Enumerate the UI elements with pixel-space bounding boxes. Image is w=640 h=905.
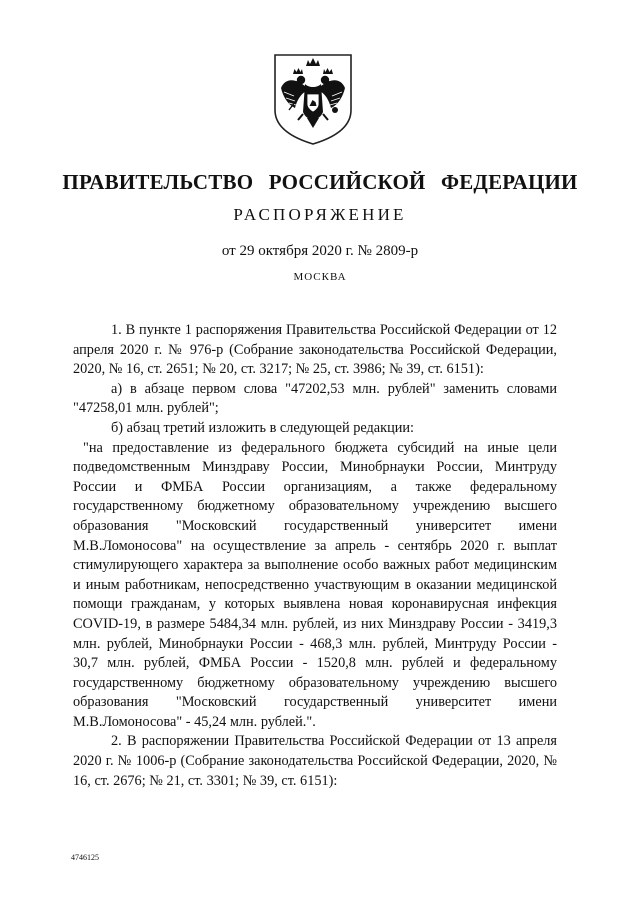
coat-of-arms-icon <box>271 52 355 146</box>
document-type: РАСПОРЯЖЕНИЕ <box>233 205 407 224</box>
paragraph-1: 1. В пункте 1 распоряжения Правительства Российской Федерации от 12 апреля 2020 г. № 976-р (Собрание законодательства Российской Федерации, 2020, № 16, ст. 2651; № 20, ст. 3217; № 25, ст. 3986; № 39, ст. 6151): <box>73 322 557 378</box>
paragraph-2: 2. В распоряжении Правительства Российской Федерации от 13 апреля 2020 г. № 1006-р (Собрание законодательства Российской Федерации, 2020, № 16, ст. 2676; № 21, ст. 3301; № 39, ст. 6151): <box>73 733 557 789</box>
document-city: МОСКВА <box>293 271 347 283</box>
paragraph-1b: б) абзац третий изложить в следующей редакции: <box>111 419 415 436</box>
document-body <box>73 321 557 791</box>
paragraph-1a: а) в абзаце первом слова "47202,53 млн. рублей" заменить словами "47258,01 млн. рублей"; <box>73 380 557 417</box>
document-date-number: от 29 октября 2020 г. № 2809-р <box>221 243 419 259</box>
paragraph-quote: "на предоставление из федерального бюджета субсидий на иные цели подведомственным Минздраву России, Минобрнауки России, Минтруду России и ФМБА России организациям, а также федеральному государственному бюджетному образовательному учреждению высшего образования "Московский государственный университет имени М.В.Ломоносова" на осуществление за апрель - сентябрь 2020 г. выплат стимулирующего характера за выполнение особо важных работ медицинским и иным работникам, непосредственно участвующим в оказании медицинской помощи гражданам, у которых выявлена новая коронавирусная инфекция COVID-19, в размере 5484,34 млн. рублей, из них Минздраву России - 3419,3 млн. рублей, Минобрнауки России - 468,3 млн. рублей, Минтруду России - 30,7 млн. рублей, ФМБА России - 1520,8 млн. рублей и федеральному государственному бюджетному образовательному учреждению высшего образования "Московский государственный университет имени М.В.Ломоносова" - 45,24 млн. рублей.". <box>73 439 557 730</box>
document-code: 4746125 <box>71 853 99 862</box>
government-title: ПРАВИТЕЛЬСТВО РОССИЙСКОЙ ФЕДЕРАЦИИ <box>62 170 578 194</box>
